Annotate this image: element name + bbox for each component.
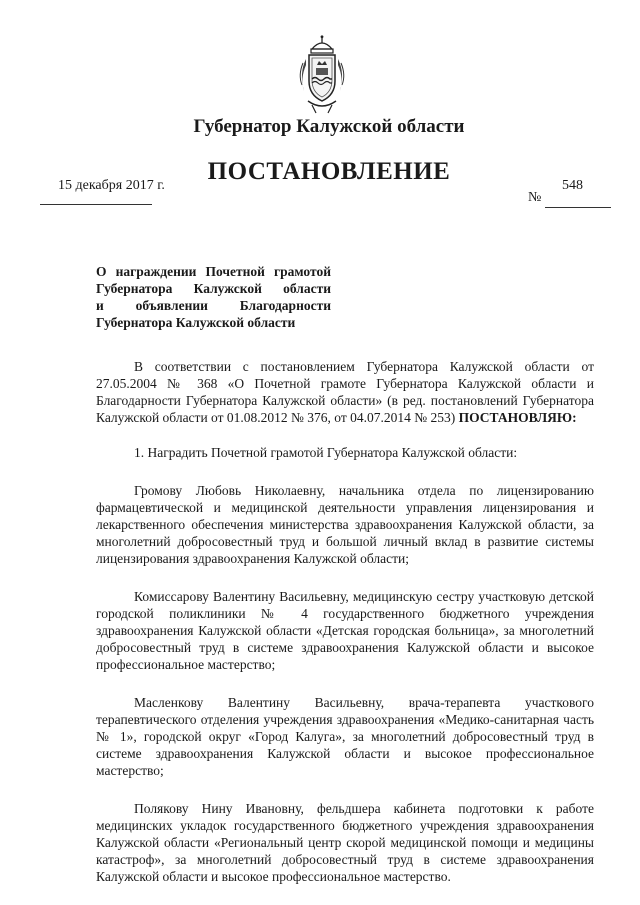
subject-line: и объявлении Благодарности <box>96 298 331 313</box>
issuing-authority: Губернатор Калужской области <box>193 116 465 137</box>
document-body <box>96 358 594 885</box>
awardee-paragraph: Громову Любовь Николаевну, начальника отдела по лицензированию фармацевтической и медицинской деятельности управления лицензирования и лекарственного обеспечения министерства здравоохранения Калужской области, за многолетний добросовестный труд и большой личный вклад в развитие системы лицензирования здравоохранения Калужской области; <box>96 483 594 566</box>
preamble-text: В соответствии с постановлением Губернатора Калужской области от 27.05.2004 № 368 «О Почетной грамоте Губернатора Калужской области и Благодарности Губернатора Калужской области» (в ред. постановлений Губернатора Калужской области от 01.08.2012 № 376, от 04.07.2014 № 253) <box>96 359 594 425</box>
subject-line: Губернатора Калужской области <box>96 315 296 330</box>
number-sign: № <box>528 190 542 205</box>
item-1: 1. Наградить Почетной грамотой Губернатора Калужской области: <box>134 445 518 460</box>
document-number: 548 <box>562 178 583 193</box>
document-subject <box>96 263 331 331</box>
subject-line: О награждении Почетной грамотой <box>96 264 331 279</box>
coat-of-arms-icon <box>296 35 348 115</box>
awardee-paragraph: Масленкову Валентину Васильевну, врача-терапевта участкового терапевтического отделения учреждения здравоохранения «Медико-санитарная часть № 1», городской округ «Город Калуга», за многолетний добросовестный труд в системе здравоохранения Калужской области и высокое профессиональное мастерство; <box>96 695 594 778</box>
awardee-paragraph: Полякову Нину Ивановну, фельдшера кабинета подготовки к работе медицинских укладок государственного бюджетного учреждения здравоохранения Калужской области «Региональный центр скорой медицинской помощи и медицины катастроф», за многолетний добросовестный труд в системе здравоохранения Калужской области и высокое профессиональное мастерство. <box>96 801 594 884</box>
number-underline <box>545 207 611 208</box>
date-underline <box>40 204 152 205</box>
document-type-title: ПОСТАНОВЛЕНИЕ <box>207 158 451 185</box>
awardee-paragraph: Комиссарову Валентину Васильевну, медицинскую сестру участковую детской городской поликлиники № 4 государственного бюджетного учреждения здравоохранения Калужской области «Детская городская больница», за многолетний добросовестный труд в системе здравоохранения Калужской области и высокое профессиональное мастерство; <box>96 589 594 672</box>
document-date: 15 декабря 2017 г. <box>58 178 165 193</box>
subject-line: Губернатора Калужской области <box>96 281 331 296</box>
preamble <box>96 358 594 426</box>
decree-word: ПОСТАНОВЛЯЮ: <box>458 410 577 425</box>
